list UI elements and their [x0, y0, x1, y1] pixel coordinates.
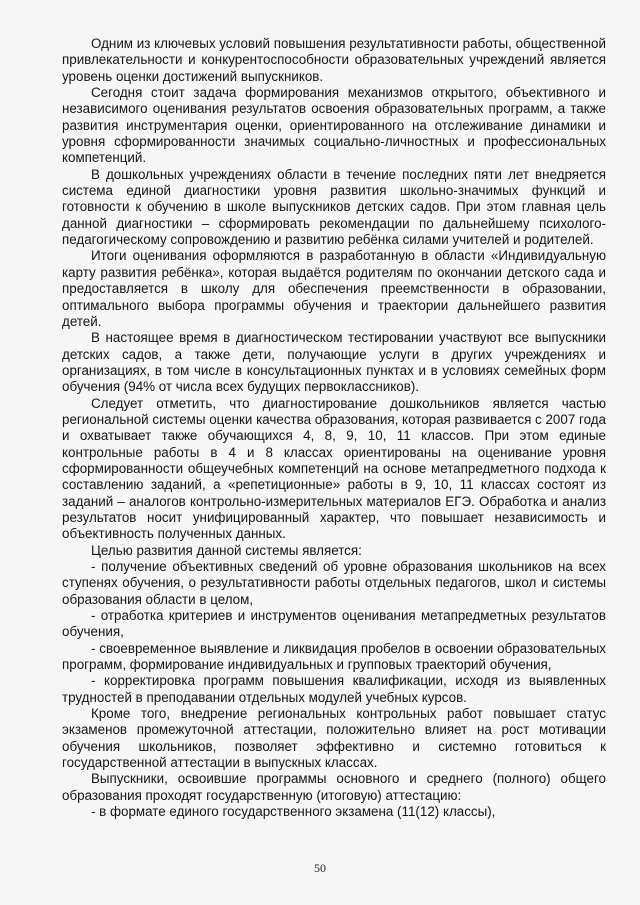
paragraph: В настоящее время в диагностическом тестировании участвуют все выпускники детских садов, а также дети, получающие услуги в других учреждениях и организациях, в том числе в консультационных пунктах и в условиях семейных форм обучения (94% от числа всех будущих первоклассников). — [62, 330, 606, 395]
document-body — [62, 36, 606, 821]
list-item: - корректировка программ повышения квалификации, исходя из выявленных трудностей в преподавании отдельных модулей учебных курсов. — [62, 673, 606, 705]
paragraph: Кроме того, внедрение региональных контрольных работ повышает статус экзаменов промежуточной аттестации, положительно влияет на рост мотивации обучения школьников, позволяет эффективно и системно готовиться к государственной аттестации в выпускных классах. — [62, 706, 606, 771]
paragraph: Сегодня стоит задача формирования механизмов открытого, объективного и независимого оценивания результатов освоения образовательных программ, а также развития инструментария оценки, ориентированного на отслеживание динамики и уровня сформированности значимых социально-личностных и профессиональных компетенций. — [62, 85, 606, 166]
paragraph: Целью развития данной системы является: — [91, 542, 362, 558]
list-item: - получение объективных сведений об уровне образования школьников на всех ступенях обучения, о результативности работы отдельных педагогов, школ и системы образования области в целом, — [62, 559, 606, 607]
list-item: - своевременное выявление и ликвидация пробелов в освоении образовательных программ, формирование индивидуальных и групповых траекторий обучения, — [62, 640, 606, 673]
paragraph: Одним из ключевых условий повышения результативности работы, общественной привлекательности и конкурентоспособности образовательных учреждений является уровень оценки достижений выпускников. — [62, 36, 606, 84]
paragraph: Выпускники, освоившие программы основного и среднего (полного) общего образования проходят государственную (итоговую) аттестацию: — [62, 771, 606, 803]
list-item: - отработка критериев и инструментов оценивания метапредметных результатов обучения, — [62, 608, 606, 640]
paragraph: В дошкольных учреждениях области в течение последних пяти лет внедряется система единой диагностики уровня развития школьно-значимых функций и готовности к обучению в школе выпускников детских садов. При этом главная цель данной диагностики – сформировать рекомендации по дальнейшему психолого-педагогическому сопровождению и развитию ребёнка силами учителей и родителей. — [62, 166, 606, 248]
paragraph: Итоги оценивания оформляются в разработанную в области «Индивидуальную карту развития ребёнка», которая выдаётся родителям по окончании детского сада и предоставляется в школу для обеспечения преемственности в образовании, оптимального выбора программы обучения и траектории дальнейшего развития детей. — [62, 248, 606, 329]
paragraph: Следует отметить, что диагностирование дошкольников является частью региональной системы оценки качества образования, которая развивается с 2007 года и охватывает также обучающихся 4, 8, 9, 10, 11 классов. При этом единые контрольные работы в 4 и 8 классах ориентированы на оценивание уровня сформированности общеучебных компетенций на основе метапредметного подхода к составлению заданий, а «репетиционные» работы в 9, 10, 11 классах состоят из заданий – аналогов контрольно-измерительных материалов ЕГЭ. Обработка и анализ результатов носит унифицированный характер, что повышает независимость и объективность полученных данных. — [62, 395, 606, 542]
list-item: - в формате единого государственного экзамена (11(12) классы), — [91, 804, 496, 820]
page-number: 50 — [314, 861, 326, 875]
